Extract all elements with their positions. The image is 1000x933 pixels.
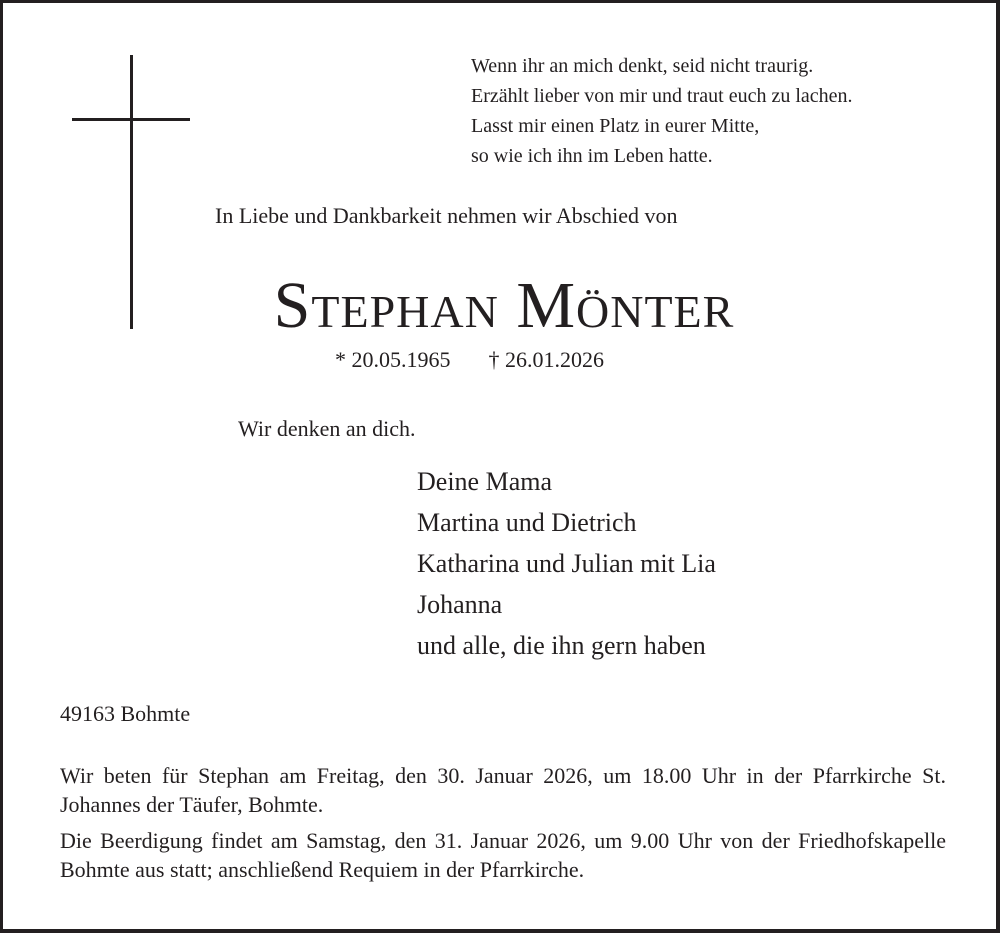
funeral-notice: Die Beerdigung findet am Samstag, den 31. Januar 2026, um 9.00 Uhr von der Friedhofskapelle Bohmte aus statt; anschließend Requiem in der Pfarrkirche. (60, 828, 946, 882)
poem (471, 51, 853, 171)
place: 49163 Bohmte (60, 701, 191, 726)
mourner: Johanna (417, 590, 503, 619)
death-date: † 26.01.2026 (488, 347, 604, 372)
poem-line: Lasst mir einen Platz in eurer Mitte, (471, 115, 760, 137)
mourner: Katharina und Julian mit Lia (417, 549, 716, 578)
life-dates (335, 345, 604, 375)
deceased-name (3, 271, 1000, 341)
mourner: und alle, die ihn gern haben (417, 631, 706, 660)
intro-text: In Liebe und Dankbarkeit nehmen wir Abschied von (215, 203, 678, 228)
poem-line: Erzählt lieber von mir und traut euch zu lachen. (471, 85, 853, 107)
prayer-notice: Wir beten für Stephan am Freitag, den 30. Januar 2026, um 18.00 Uhr in der Pfarrkirche St. Johannes der Täufer, Bohmte. (60, 763, 946, 817)
poem-line: so wie ich ihn im Leben hatte. (471, 145, 713, 167)
cross-icon-crossbar (72, 118, 190, 121)
mourners-list (417, 461, 716, 666)
birth-date: * 20.05.1965 (335, 347, 451, 372)
remembrance-text: Wir denken an dich. (238, 416, 416, 441)
mourner: Martina und Dietrich (417, 508, 637, 537)
poem-line: Wenn ihr an mich denkt, seid nicht traurig. (471, 55, 814, 77)
deceased-name-text: Stephan Mönter (273, 269, 735, 342)
mourner: Deine Mama (417, 467, 553, 496)
